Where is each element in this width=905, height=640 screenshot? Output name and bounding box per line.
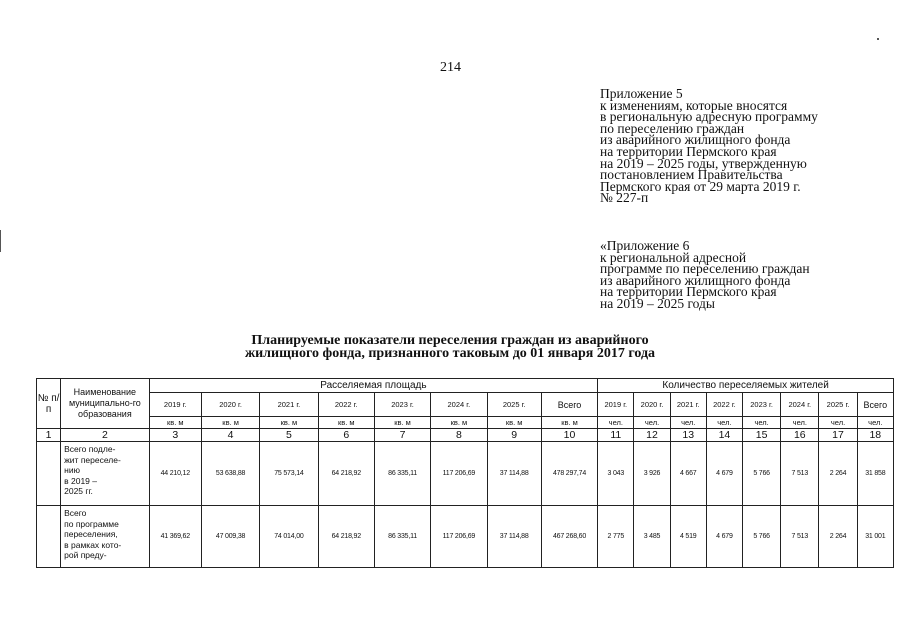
header-area-unit: кв. м [260, 417, 318, 429]
header-area-unit: кв. м [487, 417, 541, 429]
header-area-year: 2023 г. [374, 393, 430, 417]
header-area-group: Расселяемая площадь [149, 379, 598, 393]
scan-edge-mark [0, 230, 1, 252]
municipality-line: нию [64, 465, 80, 475]
header-people-unit: чел. [598, 417, 634, 429]
people-value: 4 667 [670, 442, 706, 506]
table-row [37, 506, 894, 568]
column-number: 7 [374, 429, 430, 442]
area-value: 86 335,11 [374, 506, 430, 568]
header-area-year: Всего [541, 393, 597, 417]
document-title [150, 334, 750, 360]
column-number: 14 [706, 429, 742, 442]
people-value: 4 679 [706, 506, 742, 568]
header-area-unit: кв. м [318, 417, 374, 429]
column-number: 13 [670, 429, 706, 442]
area-value: 467 268,60 [541, 506, 597, 568]
header-years-row [37, 393, 894, 417]
appendix-line: в региональную адресную программу [600, 109, 818, 125]
people-value: 2 775 [598, 506, 634, 568]
appendix-line: из аварийного жилищного фонда [600, 132, 791, 148]
appendix-line: на территории Пермского края [600, 143, 777, 159]
area-value: 47 009,38 [201, 506, 259, 568]
people-value: 31 001 [857, 506, 893, 568]
appendix-5-header [600, 88, 818, 204]
area-value: 41 369,62 [149, 506, 201, 568]
header-units-row [37, 417, 894, 429]
title-line-2: жилищного фонда, признанного таковым до 01 января 2017 года [244, 346, 656, 361]
municipality-line: переселения, [64, 529, 118, 539]
people-value: 2 264 [819, 506, 857, 568]
area-value: 117 206,69 [431, 442, 487, 506]
header-number: № п/п [37, 379, 61, 429]
appendix-line: к региональной адресной [600, 249, 747, 265]
area-value: 64 218,92 [318, 506, 374, 568]
appendix-line: на территории Пермского края [600, 284, 777, 300]
column-number: 16 [781, 429, 819, 442]
appendix-line: «Приложение 6 [600, 238, 690, 253]
column-number: 5 [260, 429, 318, 442]
header-people-unit: чел. [706, 417, 742, 429]
header-people-year: 2024 г. [781, 393, 819, 417]
municipality-line: Всего [64, 508, 87, 518]
header-area-unit: кв. м [431, 417, 487, 429]
people-value: 3 485 [634, 506, 670, 568]
column-number: 18 [857, 429, 893, 442]
header-people-year: 2021 г. [670, 393, 706, 417]
municipality-line: в рамках кото- [64, 539, 122, 550]
municipality-cell [61, 506, 150, 568]
people-value: 4 679 [706, 442, 742, 506]
appendix-line: № 227-п [600, 190, 649, 206]
header-area-year: 2024 г. [431, 393, 487, 417]
people-value: 5 766 [743, 506, 781, 568]
column-number: 3 [149, 429, 201, 442]
column-number: 8 [431, 429, 487, 442]
people-value: 2 264 [819, 442, 857, 506]
area-value: 37 114,88 [487, 506, 541, 568]
header-people-unit: чел. [670, 417, 706, 429]
header-people-unit: чел. [634, 417, 670, 429]
municipality-line: жит переселе- [64, 454, 121, 465]
column-number: 2 [61, 429, 150, 442]
header-area-unit: кв. м [374, 417, 430, 429]
municipality-line: 2025 гг. [64, 486, 93, 496]
appendix-line: Пермского края от 29 марта 2019 г. [600, 178, 801, 194]
appendix-line: из аварийного жилищного фонда [600, 272, 791, 288]
area-value: 64 218,92 [318, 442, 374, 506]
row-number-cell [37, 442, 61, 506]
people-value: 31 858 [857, 442, 893, 506]
people-value: 3 043 [598, 442, 634, 506]
header-area-unit: кв. м [149, 417, 201, 429]
column-number: 11 [598, 429, 634, 442]
header-people-year: 2022 г. [706, 393, 742, 417]
scan-mark [877, 38, 879, 40]
area-value: 86 335,11 [374, 442, 430, 506]
header-people-unit: чел. [819, 417, 857, 429]
area-value: 53 638,88 [201, 442, 259, 506]
area-value: 75 573,14 [260, 442, 318, 506]
header-people-year: Всего [857, 393, 893, 417]
appendix-line: постановлением Правительства [600, 167, 783, 183]
appendix-6-header [600, 240, 810, 310]
column-number: 4 [201, 429, 259, 442]
column-number: 15 [743, 429, 781, 442]
header-area-year: 2025 г. [487, 393, 541, 417]
header-municipality: Наименование муниципально-го образования [61, 379, 150, 429]
row-number-cell [37, 506, 61, 568]
header-area-year: 2021 г. [260, 393, 318, 417]
area-value: 44 210,12 [149, 442, 201, 506]
header-people-unit: чел. [743, 417, 781, 429]
header-people-year: 2020 г. [634, 393, 670, 417]
column-number: 6 [318, 429, 374, 442]
people-value: 4 519 [670, 506, 706, 568]
appendix-line: на 2019 – 2025 годы, утвержденную [600, 155, 807, 171]
appendix-line: программе по переселению граждан [600, 261, 810, 277]
municipality-line: по программе [64, 518, 119, 529]
municipality-line: рой преду- [64, 550, 107, 560]
resettlement-table [36, 378, 894, 568]
header-people-year: 2025 г. [819, 393, 857, 417]
header-area-year: 2019 г. [149, 393, 201, 417]
people-value: 7 513 [781, 442, 819, 506]
column-number: 10 [541, 429, 597, 442]
page-number: 214 [440, 60, 461, 75]
header-people-group: Количество переселяемых жителей [598, 379, 894, 393]
people-value: 5 766 [743, 442, 781, 506]
area-value: 478 297,74 [541, 442, 597, 506]
column-number: 12 [634, 429, 670, 442]
header-people-year: 2019 г. [598, 393, 634, 417]
column-number: 1 [37, 429, 61, 442]
column-number: 17 [819, 429, 857, 442]
appendix-line: к изменениям, которые вносятся [600, 97, 788, 113]
table-body [37, 442, 894, 568]
column-numbers-row [37, 429, 894, 442]
header-area-year: 2022 г. [318, 393, 374, 417]
municipality-line: Всего подле- [64, 444, 116, 454]
appendix-line: по переселению граждан [600, 120, 745, 136]
header-people-unit: чел. [857, 417, 893, 429]
table-row [37, 442, 894, 506]
header-people-unit: чел. [781, 417, 819, 429]
area-value: 117 206,69 [431, 506, 487, 568]
municipality-line: в 2019 – [64, 475, 98, 486]
area-value: 37 114,88 [487, 442, 541, 506]
header-area-unit: кв. м [541, 417, 597, 429]
header-people-year: 2023 г. [743, 393, 781, 417]
municipality-cell [61, 442, 150, 506]
people-value: 3 926 [634, 442, 670, 506]
column-number: 9 [487, 429, 541, 442]
header-area-unit: кв. м [201, 417, 259, 429]
area-value: 74 014,00 [260, 506, 318, 568]
appendix-line: Приложение 5 [600, 86, 683, 101]
appendix-line: на 2019 – 2025 годы [600, 295, 715, 311]
title-line-1: Планируемые показатели переселения граждан из аварийного [251, 333, 649, 348]
header-area-year: 2020 г. [201, 393, 259, 417]
people-value: 7 513 [781, 506, 819, 568]
